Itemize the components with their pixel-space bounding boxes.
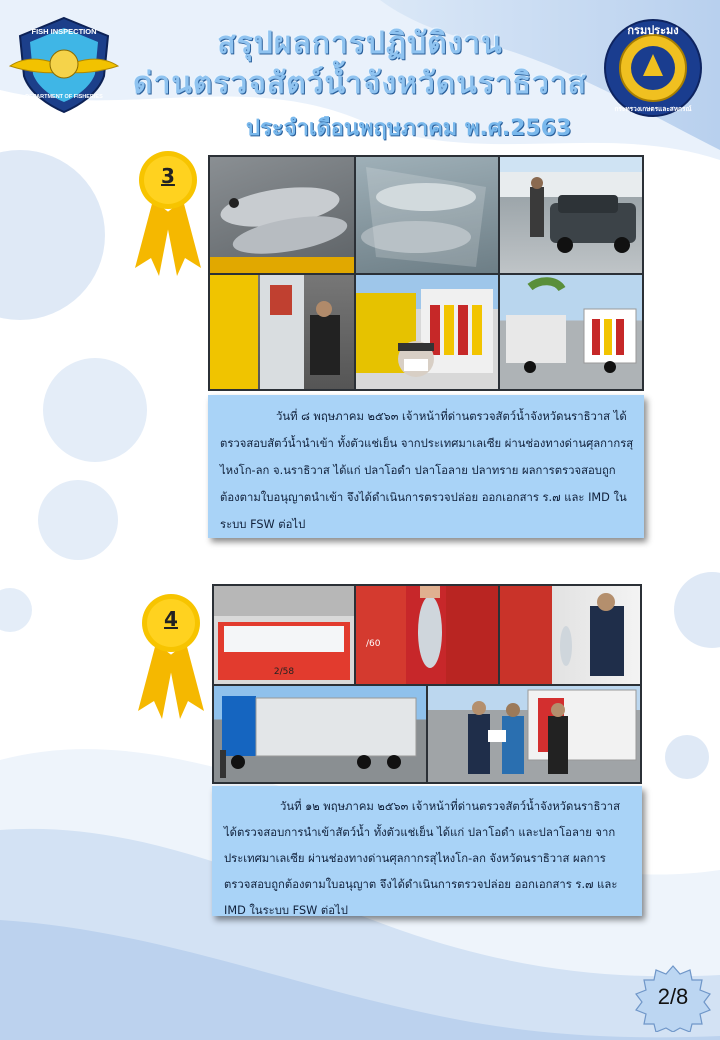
photo-collage-item-3 (208, 155, 644, 391)
photo-selfie-with-truck (356, 275, 498, 389)
photo-fish-in-bag (356, 157, 498, 273)
photo-officer-with-pickup (500, 157, 642, 273)
item-number: 3 (161, 164, 175, 188)
photo-ice-crates (214, 586, 354, 684)
photo-holding-tuna (356, 586, 498, 684)
logo-left-bottom-text: DEPARTMENT OF FISHERIES (25, 94, 103, 100)
photo-officer-at-truck (210, 275, 354, 389)
caption-item-4 (212, 786, 642, 916)
photo-fish-tuna (210, 157, 354, 273)
caption-text: วันที่ ๘ พฤษภาคม ๒๕๖๓ เจ้าหน้าที่ด่านตรวจสัตว์น้ำจังหวัดนราธิวาส ได้ตรวจสอบสัตว์น้ำนำเข้า ทั้งตัวแช่เย็น จากประเทศมาเลเซีย ผ่านช่องทางด่านศุลกากรสุไหงโก-ลก จ.นราธิวาส ได้แก่ ปลาโอดำ ปลาโอลาย ปลาทราย ผลการตรวจสอบถูกต้องตามใบอนุญาตนำเข้า จึงได้ดำเนินการตรวจปล่อย ออกเอกสาร ร.๗ และ IMD ในระบบ FSW ต่อไป (220, 410, 634, 531)
caption-text: วันที่ ๑๒ พฤษภาคม ๒๕๖๓ เจ้าหน้าที่ด่านตรวจสัตว์น้ำจังหวัดนราธิวาส ได้ตรวจสอบการนำเข้าสัตว์น้ำ ทั้งตัวแช่เย็น ได้แก่ ปลาโอดำ และปลาโอลาย จากประเทศมาเลเซีย ผ่านช่องทางด่านศุลกากรสุไหงโก-ลก จังหวัดนราธิวาส ผลการตรวจสอบถูกต้องตามใบอนุญาต จึงได้ดำเนินการตรวจปล่อย ออกเอกสาร ร.๗ และ IMD ในระบบ FSW ต่อไป (224, 800, 620, 917)
logo-right-top-text: กรมประมง (627, 24, 679, 37)
photo-document-handover (428, 686, 640, 782)
item-number: 4 (164, 607, 178, 631)
page-number-badge (632, 964, 714, 1032)
photo-trucks-parked (500, 275, 642, 389)
page-number: 2/8 (657, 984, 689, 1009)
photo-officer-inspecting-truck (500, 586, 640, 684)
caption-item-3 (208, 395, 644, 538)
logo-left-top-text: FISH INSPECTION (31, 27, 97, 36)
svg-text:/60: /60 (366, 639, 381, 649)
item-number-ribbon (136, 593, 206, 723)
page-title-line1: สรุปผลการปฏิบัติงาน (217, 26, 503, 61)
photo-collage-item-4 (212, 584, 642, 784)
item-number-ribbon (133, 150, 203, 280)
page-subtitle: ประจำเดือนพฤษภาคม พ.ศ.2563 (246, 116, 572, 141)
page-title-line2: ด่านตรวจสัตว์น้ำจังหวัดนราธิวาส (133, 66, 587, 101)
department-of-fisheries-logo (600, 18, 706, 118)
svg-text:2/58: 2/58 (273, 667, 295, 677)
logo-right-bottom-text: กระทรวงเกษตรและสหกรณ์ (614, 105, 692, 113)
photo-container-trucks (214, 686, 426, 782)
